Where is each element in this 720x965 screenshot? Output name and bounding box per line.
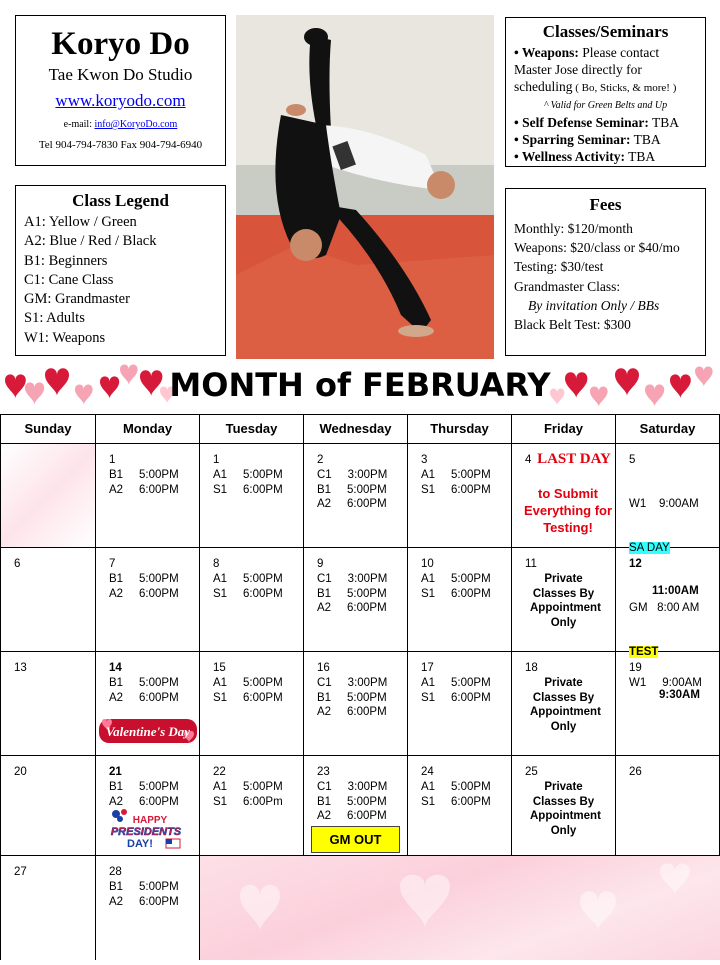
calendar-cell[interactable] [0, 756, 96, 856]
studio-info-box [15, 15, 226, 166]
calendar-cell[interactable] [408, 652, 512, 756]
class-row: A2 6:00PM [317, 706, 387, 718]
day-number: 12 [629, 558, 642, 570]
day-number: 28 [109, 866, 122, 878]
class-row: C1 3:00PM [317, 677, 388, 689]
day-number: 16 [317, 662, 330, 674]
legend-item: A2: Blue / Red / Black [24, 233, 157, 250]
calendar-cell[interactable] [96, 756, 200, 856]
presidents-badge-line2: PRESIDENTS [110, 826, 182, 838]
martial-arts-photo [236, 15, 494, 359]
gm-out-badge: GM OUT [311, 826, 400, 853]
calendar-cell[interactable] [96, 652, 200, 756]
day-number: 17 [421, 662, 434, 674]
legend-item: A1: Yellow / Green [24, 214, 137, 230]
class-row: S1 6:00Pm [213, 795, 283, 808]
website-link[interactable]: www.koryodo.com [55, 91, 186, 110]
private-classes-note: Private Classes By Appointment Only [530, 573, 601, 629]
test-label: TEST [629, 645, 659, 658]
weekday-thursday: Thursday [408, 414, 512, 444]
classes-seminars-box [505, 17, 706, 167]
sparring-value: TBA [630, 132, 661, 147]
class-row: S1 6:00PM [421, 483, 491, 496]
calendar-cell[interactable] [616, 756, 720, 856]
class-row: A2 6:00PM [109, 587, 179, 600]
day-number: 1 [213, 454, 220, 466]
legend-title: Class Legend [72, 191, 169, 210]
class-row: S1 6:00PM [421, 795, 491, 808]
self-defense-value: TBA [648, 115, 679, 130]
weapons-small: ( Bo, Sticks, & more! ) [572, 82, 677, 94]
fee-testing: Testing: $30/test [514, 259, 604, 275]
legend-item: GM: Grandmaster [24, 291, 130, 308]
class-row: B1 5:00PM [317, 587, 387, 600]
calendar-cell[interactable] [200, 756, 304, 856]
class-row: B1 5:00PM [109, 781, 179, 793]
fee-black-belt: Black Belt Test: $300 [514, 317, 631, 333]
self-defense-label: • Self Defense Seminar: [514, 115, 649, 130]
valentines-badge-text: Valentine's Day [105, 724, 191, 739]
presidents-badge-line1: HAPPY [132, 815, 168, 826]
sa-day-time: 11:00AM [652, 585, 699, 597]
sparring-info [514, 131, 697, 148]
day-number: 9 [317, 558, 324, 570]
day-number: 27 [14, 866, 27, 878]
class-row: B1 5:00PM [317, 691, 387, 704]
private-classes-note: Private Classes By Appointment Only [530, 677, 601, 733]
class-row: A1 5:00PM [421, 677, 491, 689]
weekday-wednesday: Wednesday [304, 414, 408, 444]
legend-item: W1: Weapons [24, 329, 106, 346]
class-row: A2 6:00PM [109, 483, 179, 496]
day-number: 19 [629, 662, 642, 674]
class-row: A2 6:00PM [317, 602, 387, 614]
month-title: MONTH of FEBRUARY [169, 366, 551, 404]
day-number: 11 [525, 558, 537, 570]
weekday-tuesday: Tuesday [200, 414, 304, 444]
class-row: A2 6:00PM [109, 795, 179, 808]
class-row: GM 8:00 AM [629, 602, 700, 614]
class-row: W1 9:00AM [629, 677, 702, 689]
day-number: 10 [421, 558, 434, 570]
calendar-cell-empty [0, 444, 96, 548]
class-row: S1 6:00PM [421, 691, 491, 704]
class-row: B1 5:00PM [109, 573, 179, 585]
calendar-cell[interactable] [96, 444, 200, 548]
day-number: 8 [213, 558, 220, 570]
class-row: A1 5:00PM [213, 781, 283, 793]
day-number: 22 [213, 766, 226, 778]
self-defense-info [514, 114, 697, 131]
class-row: S1 6:00PM [213, 691, 283, 704]
class-row: A1 5:00PM [421, 469, 491, 481]
class-legend-box [15, 185, 226, 356]
private-classes-note: Private Classes By Appointment Only [530, 781, 601, 837]
day-number: 3 [421, 454, 428, 466]
day-number: 20 [14, 766, 27, 778]
class-row: A2 6:00PM [109, 895, 179, 908]
class-row: A2 6:00PM [109, 691, 179, 704]
calendar-cell[interactable] [0, 652, 96, 756]
day-number: 18 [525, 662, 538, 674]
studio-subtitle: Tae Kwon Do Studio [48, 65, 193, 84]
sa-day-label: SA DAY [629, 541, 670, 554]
class-row: S1 6:00PM [421, 587, 491, 600]
weekday-sunday: Sunday [0, 414, 96, 444]
phone-fax: Tel 904-794-7830 Fax 904-794-6940 [38, 139, 203, 151]
class-row: S1 6:00PM [213, 587, 283, 600]
weekday-saturday: Saturday [616, 414, 720, 444]
class-row: A1 5:00PM [421, 781, 491, 793]
day-number: 4 [525, 454, 532, 466]
calendar-cell[interactable] [408, 756, 512, 856]
sparring-label: • Sparring Seminar: [514, 132, 631, 147]
last-day-label: LAST DAY [537, 451, 611, 467]
wellness-label: • Wellness Activity: [514, 149, 625, 164]
calendar-cell[interactable] [200, 652, 304, 756]
calendar-cell[interactable] [512, 548, 616, 652]
test-time: 9:30AM [659, 689, 700, 701]
class-row: A2 6:00PM [317, 810, 387, 822]
fees-title: Fees [589, 195, 622, 214]
weapons-note: ^ Valid for Green Belts and Up [543, 100, 668, 111]
class-row: B1 5:00PM [317, 483, 387, 496]
legend-item: C1: Cane Class [24, 271, 114, 288]
class-row: S1 6:00PM [213, 483, 283, 496]
weekday-friday: Friday [512, 414, 616, 444]
presidents-day-icon [104, 808, 194, 850]
day-number: 21 [109, 766, 122, 778]
calendar-cell[interactable] [304, 444, 408, 548]
email-link[interactable]: info@KoryoDo.com [94, 119, 178, 130]
submit-testing-note: to Submit Everything for Testing! [523, 486, 613, 535]
studio-name: Koryo Do [51, 26, 190, 62]
class-row: C1 3:00PM [317, 573, 388, 585]
calendar-cell[interactable] [304, 548, 408, 652]
fee-grandmaster: Grandmaster Class: [514, 278, 621, 294]
calendar-cell[interactable] [0, 856, 96, 960]
calendar-cell[interactable] [96, 548, 200, 652]
fee-grandmaster-note: By invitation Only / BBs [528, 297, 660, 313]
class-row: B1 5:00PM [109, 469, 179, 481]
hearts-background [200, 856, 720, 960]
day-number: 23 [317, 766, 330, 778]
calendar-cell[interactable] [512, 652, 616, 756]
legend-item: B1: Beginners [24, 252, 108, 269]
calendar-cell[interactable] [408, 444, 512, 548]
day-number: 14 [109, 662, 122, 674]
classes-title: Classes/Seminars [542, 22, 669, 41]
weapons-label: • Weapons: [514, 45, 579, 60]
wellness-value: TBA [624, 149, 656, 164]
email-line [16, 119, 225, 130]
weekday-monday: Monday [96, 414, 200, 444]
class-row: B1 5:00PM [317, 795, 387, 808]
fee-monthly: Monthly: $120/month [514, 221, 633, 236]
wellness-info [514, 148, 697, 165]
presidents-badge-line3: DAY! [127, 838, 153, 850]
calendar-cell[interactable] [0, 548, 96, 652]
fees-box [505, 188, 706, 356]
day-number: 7 [109, 558, 116, 570]
day-number: 24 [421, 766, 434, 778]
class-row: C1 3:00PM [317, 469, 388, 481]
day-number: 5 [629, 454, 636, 466]
calendar-cell[interactable] [616, 652, 720, 756]
day-number: 2 [317, 454, 324, 466]
calendar-cell[interactable] [512, 756, 616, 856]
day-number: 26 [629, 766, 642, 778]
calendar [0, 414, 720, 960]
day-number: 15 [213, 662, 226, 674]
weapons-text: Please contact Master Jose directly for scheduling [514, 45, 660, 94]
calendar-cell[interactable] [512, 444, 616, 548]
day-number: 1 [109, 454, 116, 466]
calendar-cell[interactable] [200, 444, 304, 548]
class-row: A1 5:00PM [213, 573, 283, 585]
class-row: A1 5:00PM [421, 573, 491, 585]
class-row: A1 5:00PM [213, 677, 283, 689]
class-row: W1 9:00AM [629, 498, 699, 510]
class-row: B1 5:00PM [109, 881, 179, 893]
day-number: 13 [14, 662, 27, 674]
class-row: A2 6:00PM [317, 498, 387, 510]
calendar-cell[interactable] [200, 548, 304, 652]
fee-weapons: Weapons: $20/class or $40/mo [514, 240, 680, 256]
legend-item: S1: Adults [24, 310, 85, 327]
email-label: e-mail: [63, 119, 95, 130]
day-number: 6 [14, 558, 21, 570]
class-row: B1 5:00PM [109, 677, 179, 689]
calendar-cell[interactable] [304, 652, 408, 756]
calendar-cell[interactable] [408, 548, 512, 652]
valentines-day-icon [98, 716, 198, 746]
day-number: 25 [525, 766, 538, 778]
weapons-info [514, 44, 697, 114]
calendar-cell[interactable] [96, 856, 200, 960]
class-row: C1 3:00PM [317, 781, 388, 793]
class-row: A1 5:00PM [213, 469, 283, 481]
